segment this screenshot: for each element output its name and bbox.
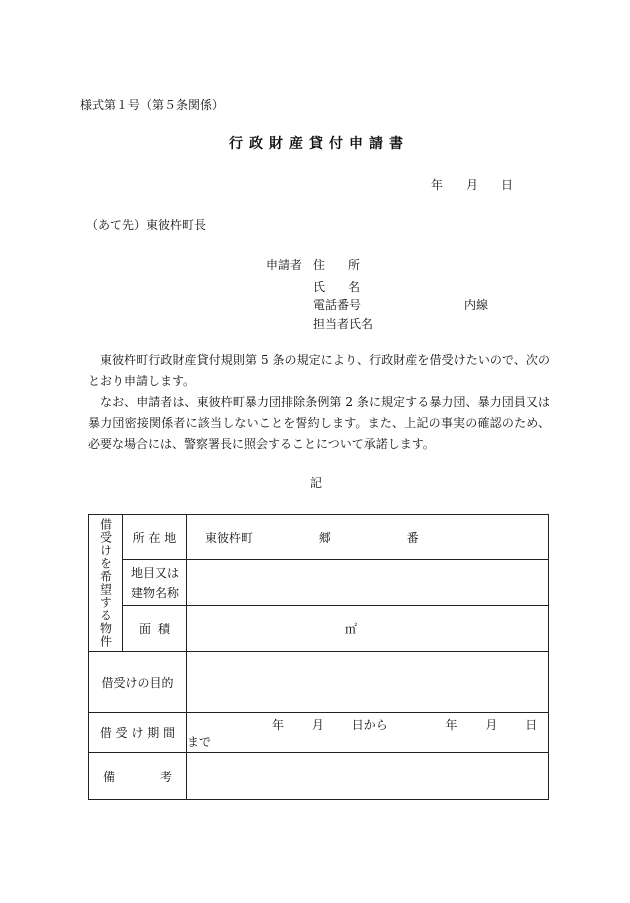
date-day: 日 (501, 178, 514, 192)
period-value-cell[interactable] (187, 713, 549, 753)
location-value-cell[interactable] (187, 515, 549, 560)
remarks-value-cell[interactable] (187, 753, 549, 800)
phone-label: 電話番号 (313, 298, 362, 312)
period-month-1: 月 (311, 717, 324, 732)
table-row (89, 713, 549, 753)
table-row (89, 606, 549, 652)
body-text (88, 350, 550, 455)
area-label-1: 面 (139, 622, 152, 636)
date-year: 年 (431, 178, 444, 192)
addressee: （あて先）東彼杵町長 (86, 218, 207, 232)
period-from: 日から (351, 717, 388, 732)
table-row (89, 515, 549, 560)
land-type-label-line1: 地目又は (131, 565, 180, 580)
period-year-1: 年 (272, 717, 285, 732)
property-group-cell (89, 515, 123, 652)
period-until: 日まで (187, 717, 538, 749)
property-table (88, 514, 549, 800)
location-go: 郷 (318, 530, 331, 545)
name-label-2: 名 (348, 280, 361, 294)
applicant-label: 申請者 (266, 258, 303, 272)
area-unit: ㎡ (345, 622, 358, 636)
land-type-label-line2: 建物名称 (131, 585, 180, 600)
body-paragraph-2: なお、申請者は、東彼杵町暴力団排除条例第 2 条に規定する暴力団、暴力団員又は暴力団密接関係者に該当しないことを誓約します。また、上記の事実の確認のため、必要な場合には、警察署長に照会することについて承諾します。 (88, 395, 550, 451)
period-year-2: 年 (445, 717, 458, 732)
table-row (89, 652, 549, 713)
extension-label: 内線 (464, 298, 489, 312)
property-group-label: 借受けを希望する物件 (98, 518, 113, 648)
date-month: 月 (466, 178, 479, 192)
remarks-label (89, 753, 187, 800)
table-row (89, 753, 549, 800)
contact-label: 担当者氏名 (313, 317, 374, 331)
table-row (89, 560, 549, 606)
area-label-2: 積 (157, 622, 170, 636)
location-town: 東彼杵町 (205, 530, 254, 545)
form-number: 様式第１号（第５条関係） (80, 98, 225, 112)
remarks-label-1: 備 (103, 769, 116, 784)
period-month-2: 月 (485, 717, 498, 732)
land-type-value-cell[interactable] (187, 560, 549, 606)
area-value-cell[interactable] (187, 606, 549, 652)
remarks-label-2: 考 (159, 769, 172, 784)
name-label-1: 氏 (313, 280, 326, 294)
location-label: 所 在 地 (123, 515, 187, 560)
address-label-2: 所 (348, 258, 361, 272)
ki-heading: 記 (310, 476, 323, 490)
address-label-1: 住 (313, 258, 326, 272)
area-label (123, 606, 187, 652)
body-paragraph-1: 東彼杵町行政財産貸付規則第 5 条の規定により、行政財産を借受けたいので、次のとおり申請します。 (88, 353, 550, 388)
purpose-value-cell[interactable] (187, 652, 549, 713)
purpose-label: 借受けの目的 (89, 652, 187, 713)
location-ban: 番 (406, 530, 419, 545)
document-title: 行政財産貸付申請書 (229, 136, 409, 152)
land-type-label (123, 560, 187, 606)
period-label: 借 受 け 期 間 (89, 713, 187, 753)
